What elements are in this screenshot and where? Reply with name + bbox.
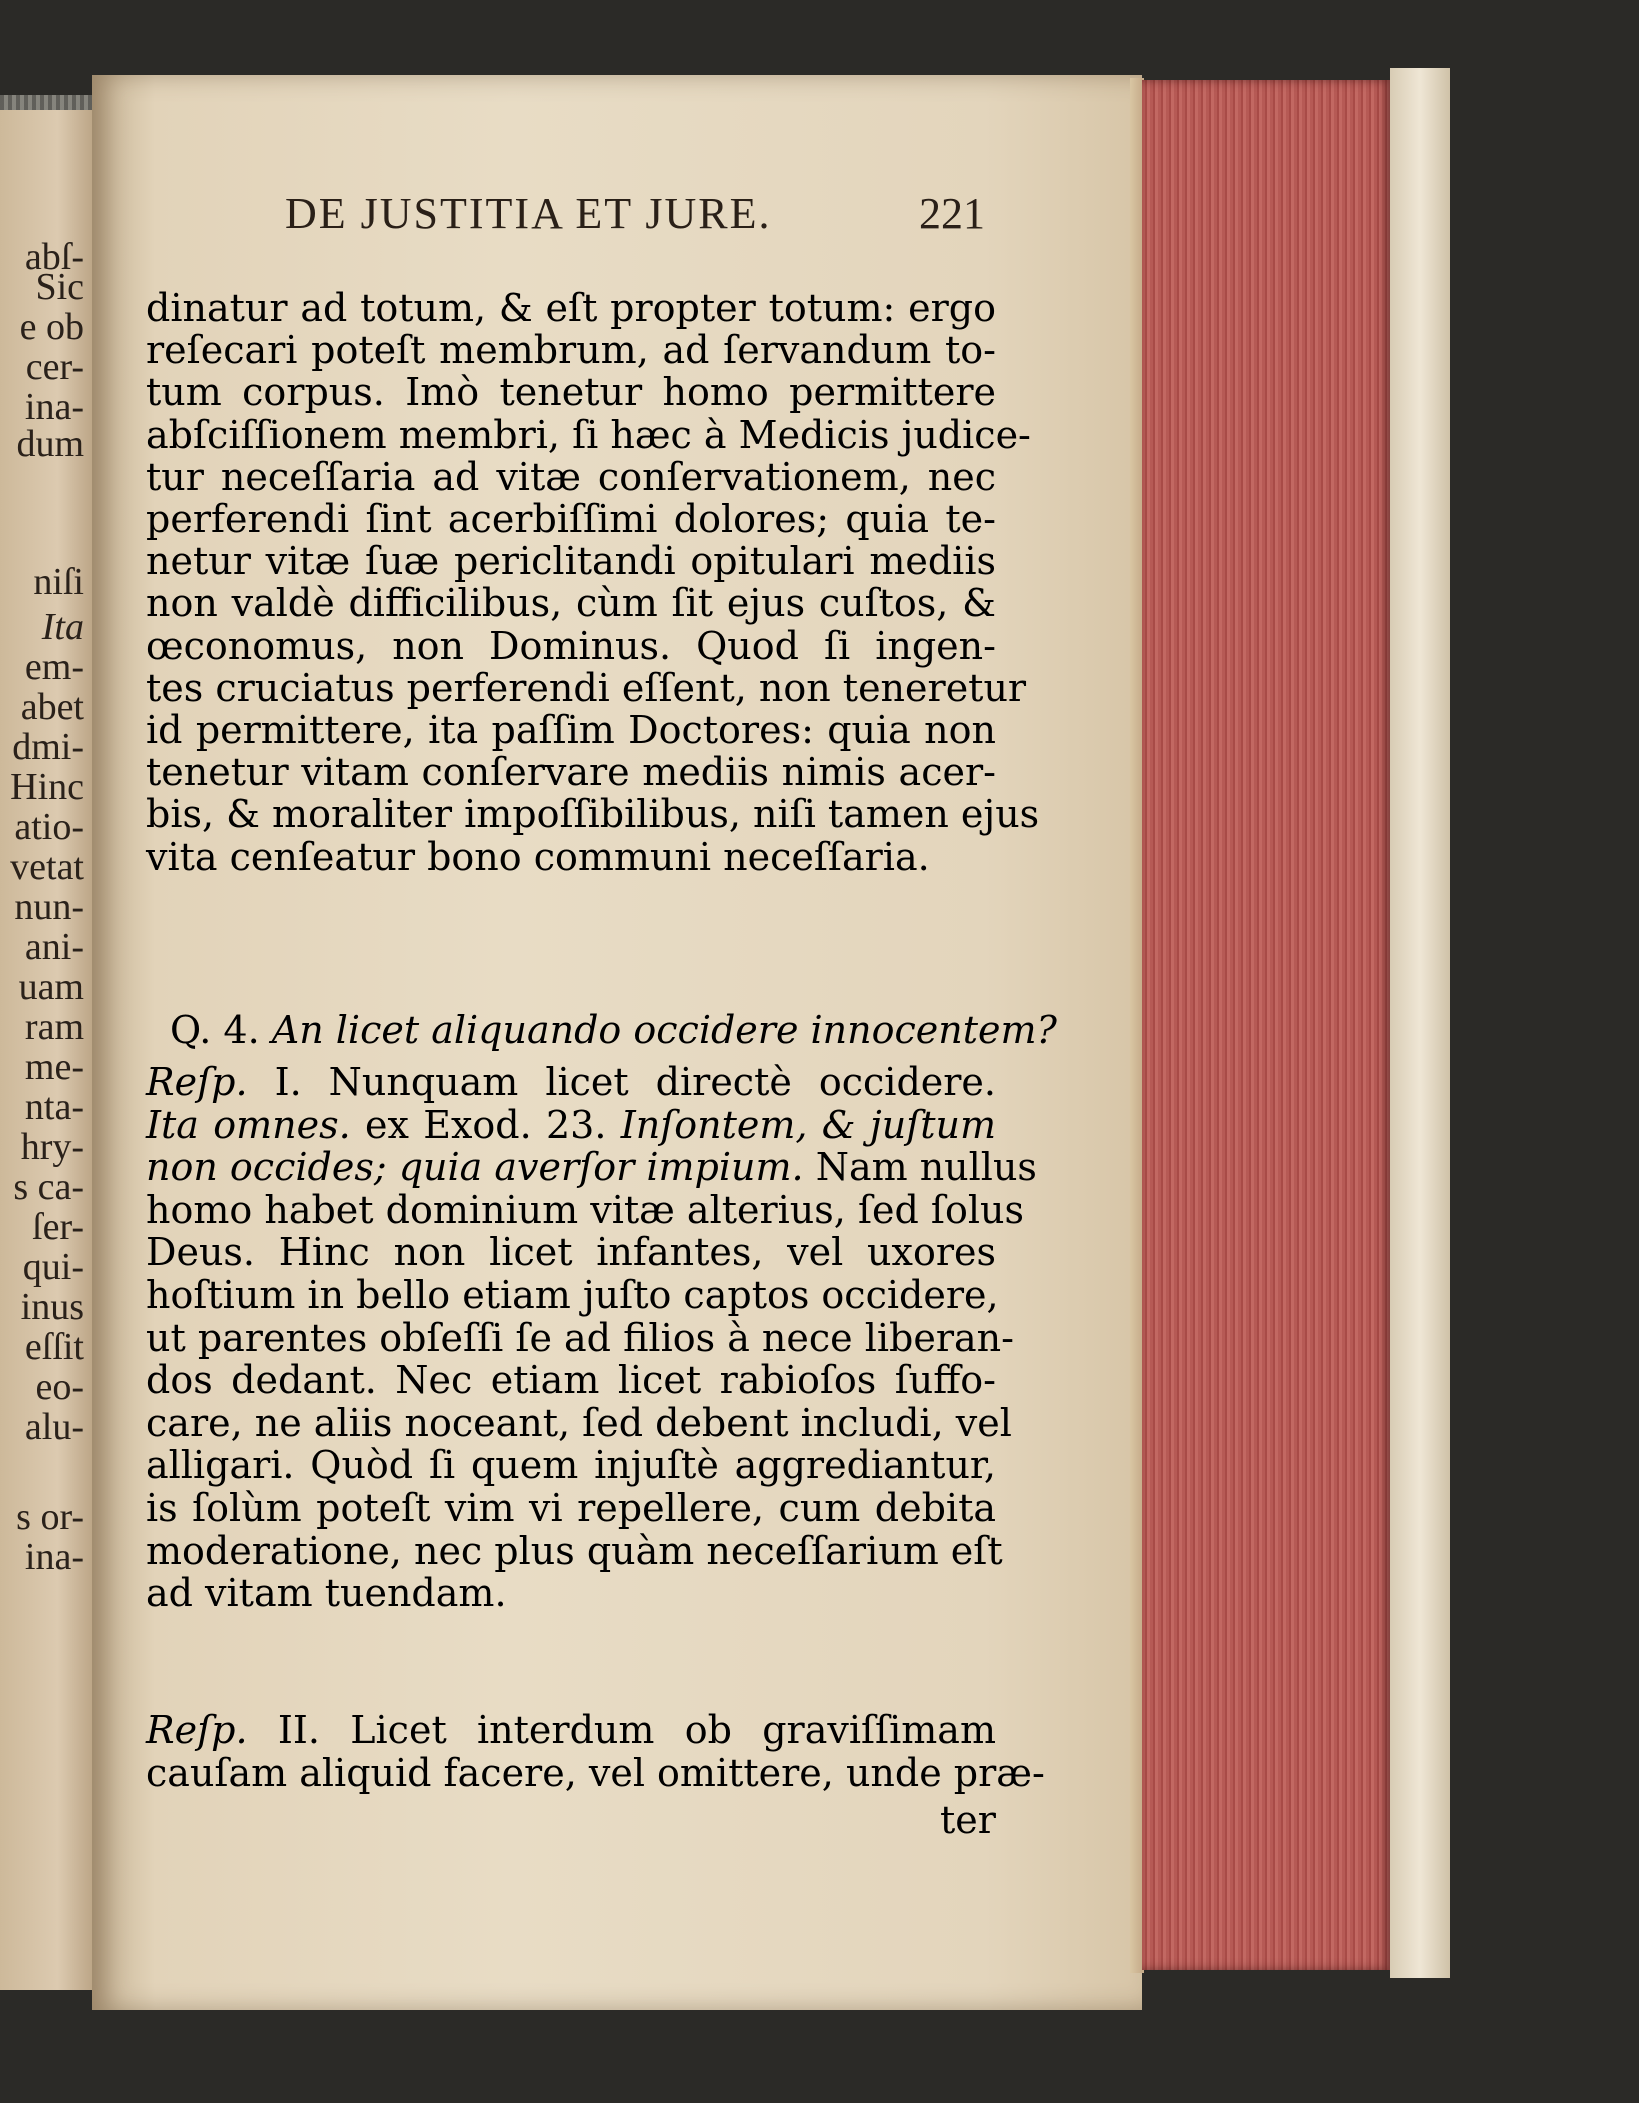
line-text: ut parentes obſeſſi ſe ad filios à nece liberan-	[146, 1315, 1014, 1360]
left-page-fragment: Sic	[35, 266, 84, 308]
line-text: Nam nullus	[803, 1145, 1037, 1190]
left-page-fragment: atio-	[14, 806, 84, 848]
page-header	[285, 188, 985, 239]
left-page-fragment: s ca-	[13, 1166, 84, 1208]
left-page-fragment: hry-	[20, 1126, 84, 1168]
left-page-fragment: dum	[16, 423, 84, 465]
response-line	[146, 1571, 996, 1615]
body-line: bis, & moraliter impoſſibilibus, niſi tamen ejus	[146, 792, 1040, 837]
body-line: reſecari poteſt membrum, ad ſervandum to-	[146, 328, 996, 373]
response-line	[146, 1145, 1037, 1190]
previous-page-strip	[0, 110, 96, 1990]
left-page-fragment: nun-	[14, 886, 84, 928]
line-text: moderatione, nec plus quàm neceſſarium eſt	[146, 1528, 1003, 1573]
line-text: ad vitam tuendam.	[146, 1571, 507, 1616]
book-cover-edge	[1390, 68, 1450, 1978]
left-page-fragment: Hinc	[10, 766, 84, 808]
left-page-fragment: inus	[20, 1286, 84, 1328]
left-page-fragment: em-	[24, 646, 84, 688]
body-line: tes cruciatus perferendi eſſent, non teneretur	[146, 665, 1027, 710]
response-line	[146, 1315, 1014, 1360]
response-line	[146, 1187, 1024, 1232]
line-text: I. Nunquam licet directè occidere.	[247, 1060, 996, 1104]
line-text: hoſtium in bello etiam juſto captos occidere,	[146, 1273, 999, 1317]
italic-lead: non occides; quia averſor impium.	[146, 1145, 804, 1190]
left-page-fragment: eſſit	[24, 1326, 84, 1368]
left-page-fragment: ſer-	[32, 1206, 84, 1248]
line-text: is ſolùm poteſt vim vi repellere, cum debita	[146, 1486, 996, 1530]
left-page-fragment: ina-	[24, 386, 84, 428]
response-line	[146, 1528, 1003, 1573]
left-page-fragment: Ita	[41, 606, 84, 648]
body-line: id permittere, ita paſſim Doctores: quia non	[146, 708, 996, 752]
left-page-fragment: alu-	[24, 1406, 84, 1448]
left-page-fragment: nta-	[24, 1086, 84, 1128]
body-line: dinatur ad totum, & eſt propter totum: ergo	[146, 286, 996, 330]
line-text: alligari. Quòd ſi quem injuſtè aggrediantur,	[146, 1443, 996, 1488]
left-page-fragment: cer-	[25, 346, 84, 388]
response-line	[146, 1060, 996, 1104]
line-text: ex Exod. 23.	[350, 1102, 621, 1147]
italic-lead: Reſp.	[146, 1708, 248, 1752]
body-line: netur vitæ ſuæ periclitandi opitulari mediis	[146, 539, 996, 584]
question-text: An licet aliquando occidere innocentem?	[271, 1008, 1057, 1052]
body-line: tur neceſſaria ad vitæ conſervationem, nec	[146, 454, 996, 499]
line-text: Deus. Hinc non licet infantes, vel uxores	[146, 1230, 996, 1275]
left-page-fragment: abſ-	[24, 236, 84, 278]
left-page-fragment: e ob	[19, 306, 84, 348]
body-line: tum corpus. Imò tenetur homo permittere	[146, 370, 996, 415]
response-line	[146, 1358, 996, 1402]
response-line	[146, 1750, 1045, 1795]
question-heading	[170, 1008, 1057, 1052]
body-line: œconomus, non Dominus. Quod ſi ingen-	[146, 623, 996, 668]
body-line: tenetur vitam conſervare mediis nimis acer-	[146, 750, 996, 795]
line-text: homo habet dominium vitæ alterius, ſed ſolus	[146, 1187, 1024, 1232]
running-title: DE JUSTITIA ET JURE.	[285, 189, 772, 238]
response-line	[146, 1273, 999, 1317]
left-page-fragment: me-	[24, 1046, 84, 1088]
body-line: perferendi ſint acerbiſſimi dolores; quia te-	[146, 497, 996, 541]
body-line: non valdè difficilibus, cùm ſit ejus cuſtos, &	[146, 581, 996, 626]
line-text: cauſam aliquid facere, vel omittere, unde præ-	[146, 1750, 1045, 1795]
left-page-fragment: eo-	[35, 1366, 84, 1408]
response-line	[146, 1443, 996, 1487]
left-page-fragment: s or-	[16, 1496, 84, 1538]
left-page-fragment: niſi	[33, 561, 84, 603]
body-line: abſciſſionem membri, ſi hæc à Medicis judice-	[146, 412, 1031, 457]
left-page-fragment: dmi-	[12, 726, 84, 768]
line-text: II. Licet interdum ob graviſſimam	[247, 1708, 996, 1752]
left-page-fragment: ina-	[24, 1536, 84, 1578]
question-number: Q. 4.	[170, 1008, 260, 1052]
line-text: dos dedant. Nec etiam licet rabioſos ſuffo-	[146, 1358, 996, 1403]
response-line	[146, 1230, 996, 1274]
left-page-fragment: qui-	[22, 1246, 84, 1288]
left-page-fragment: vetat	[10, 846, 84, 888]
line-text: care, ne aliis noceant, ſed debent includi, vel	[146, 1400, 1012, 1445]
italic-lead: Reſp.	[146, 1060, 248, 1104]
response-line	[146, 1400, 1012, 1445]
response-line	[146, 1486, 996, 1530]
left-page-fragment: ani-	[24, 926, 84, 968]
left-page-fragment: ram	[24, 1006, 84, 1048]
left-page-fragment: uam	[18, 966, 84, 1008]
body-line: vita cenſeatur bono communi neceſſaria.	[146, 834, 930, 879]
left-page-fragment: abet	[20, 686, 84, 728]
red-page-edges	[1142, 80, 1392, 1970]
response-line	[146, 1103, 996, 1147]
italic-tail: Inſontem, & juſtum	[620, 1102, 997, 1147]
italic-lead: Ita omnes.	[146, 1102, 351, 1147]
response-line	[146, 1708, 996, 1752]
catchword: ter	[940, 1798, 996, 1842]
page-number: 221	[919, 189, 985, 238]
